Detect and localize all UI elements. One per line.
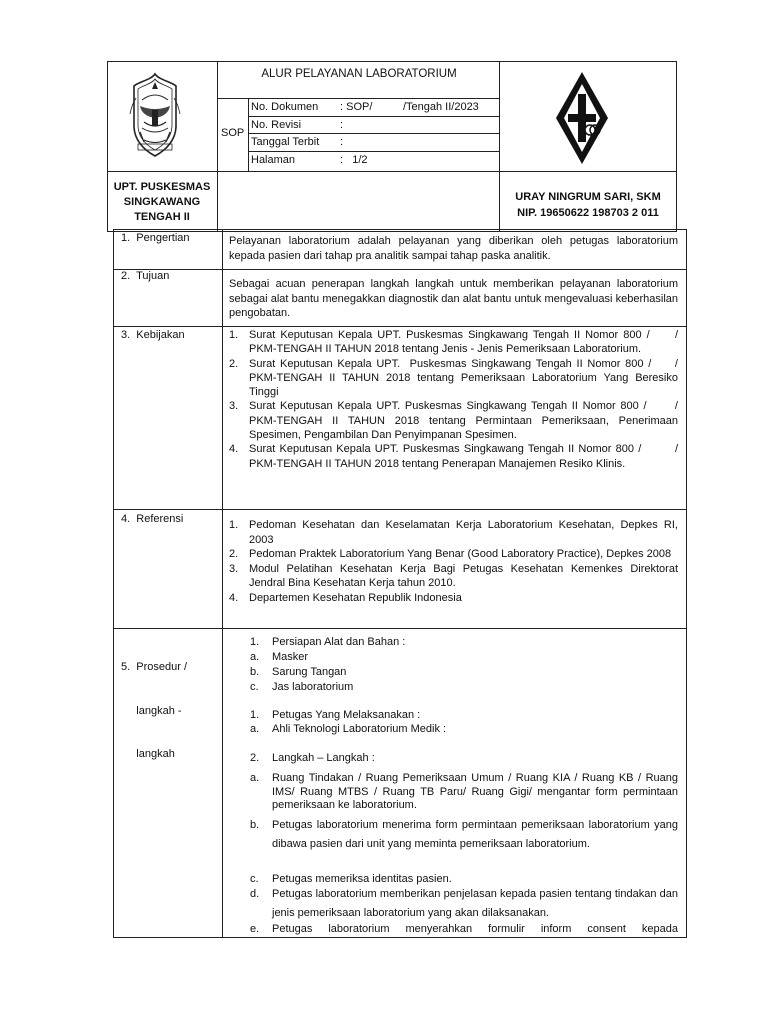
langkah-item-c [250,872,678,886]
section-title-prosedur [121,631,187,776]
langkah-title: Langkah – Langkah : [272,752,375,764]
regional-emblem-logo [124,70,186,162]
page-value: : 1/2 [340,154,368,166]
header-divider [217,61,218,232]
section-title-line: langkah - [121,704,182,717]
list-item: a. Ahli Teknologi Laboratorium Medik : [250,723,447,735]
document-title: ALUR PELAYANAN LABORATORIUM [261,68,457,80]
section-title-pengertian: 1. Pengertian [121,232,190,244]
list-item: c. Petugas memeriksa identitas pasien. [250,873,452,885]
list-item: 4. Departemen Kesehatan Republik Indonesia [229,591,462,604]
organization-name-line: TENGAH II [134,211,190,223]
puskesmas-logo [554,70,610,166]
kebijakan-list [229,328,682,471]
list-item: a. Ruang Tindakan / Ruang Pemeriksaan Umum / Ruang KIA / Ruang KB / Ruang IMS/ Ruang MTBS / Ruang TB Paru/ Ruang Gigi/ mengantar form permintaan pemeriksaan ke laboratorium. [250,772,678,811]
header-divider [248,133,499,134]
doc-number-label: No. Dokumen [251,101,319,113]
persiapan-number: 1. [250,636,260,648]
langkah-heading [250,751,678,765]
petugas-number: 1. [250,709,260,721]
signatory-block [500,189,676,221]
sop-label: SOP [221,127,245,139]
revision-label: No. Revisi [251,119,302,131]
organization-name-line: SINGKAWANG [123,196,201,208]
section-title-line: 5. Prosedur / [121,661,188,673]
issue-date-label: Tanggal Terbit [251,136,320,148]
langkah-item-b [250,816,678,854]
organization-name-line: UPT. PUSKESMAS [113,181,211,193]
revision-value: : [340,119,344,131]
list-item: b. Sarung Tangan [250,666,347,678]
page-label: Halaman [251,154,296,166]
content-divider [113,509,687,510]
header-divider [248,98,249,171]
list-item: 3. Surat Keputusan Kepala UPT. Puskesmas Singkawang Tengah II Nomor 800 / / PKM-TENGAH II TAHUN 2018 tentang Permintaan Pemeriksaan, Penerimaan Spesimen, Pengambilan Dan Penyimpanan Spesimen. [229,400,682,442]
content-divider [222,229,223,938]
section-title-tujuan: 2. Tujuan [121,270,170,282]
tujuan-text: Sebagai acuan penerapan langkah langkah untuk memberikan pelayanan laboratorium sebagai alat bantu menegakkan diagnostik dan alat bantu untuk mengevaluasi keberhasilan pengobatan. [229,278,678,319]
list-item: d. Petugas laboratorium memberikan penjelasan kepada pasien tentang tindakan dan jenis pemeriksaan laboratorium yang akan dilaksanakan. [250,888,678,919]
signatory-name: URAY NINGRUM SARI, SKM [515,191,661,203]
petugas-list [250,722,678,736]
persiapan-title: Persiapan Alat dan Bahan : [272,636,406,648]
petugas-heading [250,708,678,722]
header-divider [217,98,499,99]
list-item: a. Masker [250,651,309,663]
langkah-number: 2. [250,752,260,764]
list-item: 3. Modul Pelatihan Kesehatan Kerja Bagi Petugas Kesehatan Kemenkes Direktorat Jendral Bina Kesehatan Kerja tahun 2010. [229,562,678,589]
section-title-kebijakan: 3. Kebijakan [121,329,185,341]
content-divider [113,326,687,327]
list-item: 4. Surat Keputusan Kepala UPT. Puskesmas Singkawang Tengah II Nomor 800 / / PKM-TENGAH II TAHUN 2018 tentang Penerapan Manajemen Resiko Klinis. [229,443,682,470]
header-divider [107,171,677,172]
header-divider [248,116,499,117]
section-title-referensi: 4. Referensi [121,513,184,525]
issue-date-value: : [340,136,344,148]
signatory-nip: NIP. 19650622 198703 2 011 [517,207,659,219]
referensi-list [229,518,678,605]
header-divider [248,151,499,152]
list-item: b. Petugas laboratorium menerima form permintaan pemeriksaan laboratorium yang dibawa pasien dari unit yang meminta pemeriksaan laboratorium. [250,819,678,850]
langkah-item-a [250,772,678,813]
list-item: 1. Pedoman Kesehatan dan Keselamatan Kerja Laboratorium Kesehatan, Depkes RI, 2003 [229,519,678,546]
petugas-title: Petugas Yang Melaksanakan : [272,709,421,721]
persiapan-list [250,650,678,694]
doc-number-value: : SOP/ /Tengah II/2023 [340,101,479,113]
persiapan-heading [250,635,678,649]
pengertian-text: Pelayanan laboratorium adalah pelayanan yang diberikan oleh petugas laboratorium kepada pasien dari tahap pra analitik sampai tahap paska analitik. [229,235,678,262]
list-item: 2. Pedoman Praktek Laboratorium Yang Benar (Good Laboratory Practice), Depkes 2008 [229,548,672,560]
section-title-line: langkah [121,748,175,760]
langkah-item-d [250,885,678,923]
list-item: 2. Surat Keputusan Kepala UPT. Puskesmas Singkawang Tengah II Nomor 800 / / PKM-TENGAH II TAHUN 2018 tentang Pemeriksaan Laboratorium Yang Beresiko Tinggi [229,357,682,399]
langkah-item-e [250,922,678,936]
list-item: e. Petugas laboratorium menyerahkan formulir inform consent kepada [250,923,678,935]
content-divider [113,269,687,270]
list-item: 1. Surat Keputusan Kepala UPT. Puskesmas Singkawang Tengah II Nomor 800 / / PKM-TENGAH II TAHUN 2018 tentang Jenis - Jenis Pemeriksaan Laboratorium. [229,329,682,356]
organization-name [107,180,217,225]
list-item: c. Jas laboratorium [250,681,354,693]
content-divider [113,628,687,629]
